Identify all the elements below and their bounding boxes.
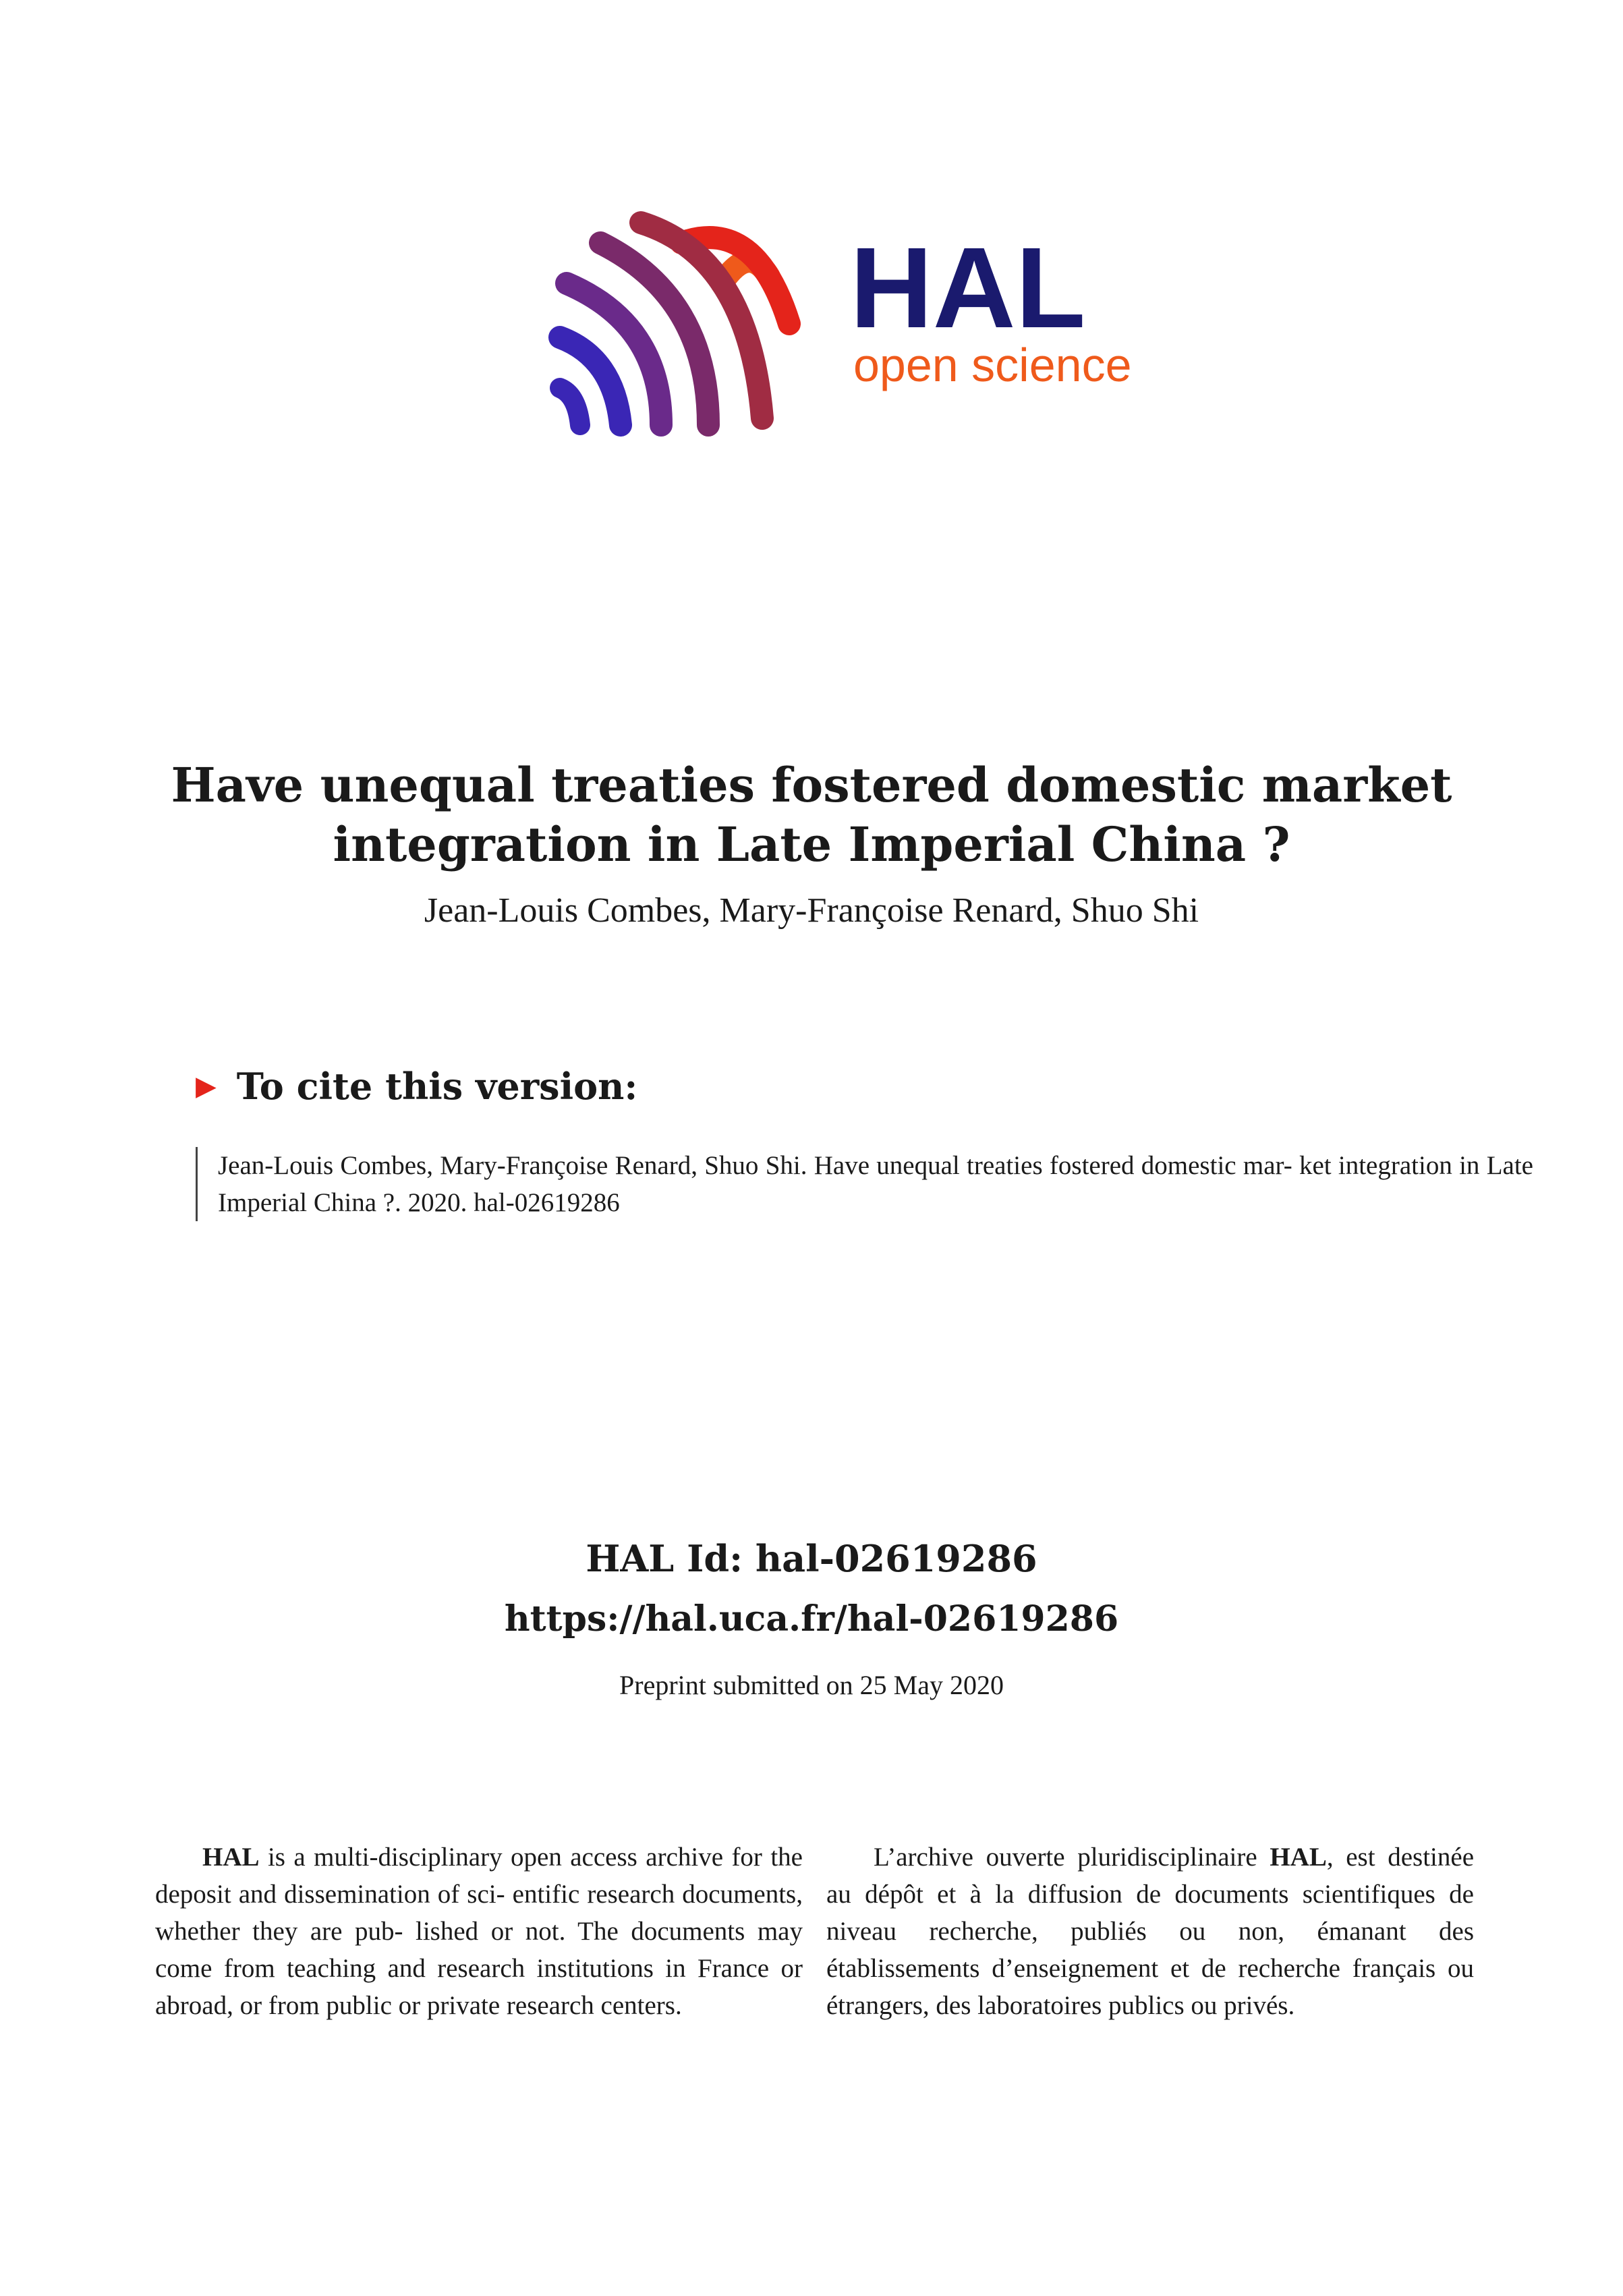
hal-logo-wordmark: HAL	[850, 224, 1086, 352]
cite-heading	[196, 1063, 637, 1110]
hal-logo	[546, 202, 1221, 445]
triangle-right-icon: ▶	[196, 1070, 217, 1102]
footer-english-paragraph	[155, 1839, 803, 2024]
hal-url-link[interactable]: https://hal.uca.fr/hal-02619286	[504, 1598, 1119, 1640]
hal-logo-tagline: open science	[853, 339, 1132, 391]
footer-french-text: , est destinée au dépôt et à la diffusion de documents scientifiques de niveau recherche, publiés ou non, émanant des établissements d’enseignement et de recherche français ou étrangers, des laboratoires publics ou privés.	[826, 1843, 1475, 2020]
footer-french-hal: HAL	[1270, 1843, 1327, 1872]
paper-title-line-1: Have unequal treaties fostered domestic market	[171, 757, 1452, 813]
footer-french	[826, 1839, 1474, 2024]
hal-logo-mark-icon	[560, 223, 789, 425]
hal-id: HAL Id: hal-02619286	[586, 1537, 1037, 1580]
paper-title-line-2: integration in Late Imperial China ?	[333, 816, 1290, 872]
citation-text: Jean-Louis Combes, Mary-Françoise Renard, Shuo Shi. Have unequal treaties fostered domestic mar- ket integration in Late Imperial China ?. 2020. hal-02619286	[196, 1147, 1533, 1221]
submission-date: Preprint submitted on 25 May 2020	[619, 1670, 1004, 1700]
cite-heading-text: To cite this version:	[236, 1065, 638, 1108]
footer-french-prefix: L’archive ouverte pluridisciplinaire	[874, 1843, 1270, 1872]
footer-french-paragraph	[826, 1839, 1474, 2024]
footer-english-text: is a multi-disciplinary open access archive for the deposit and dissemination of sci- entific research documents, whether they are pub- lished or not. The documents may come from teaching and research institutions in France or abroad, or from public or private research centers.	[155, 1843, 803, 2020]
footer-english	[155, 1839, 803, 2024]
paper-title	[135, 756, 1488, 874]
footer-english-hal: HAL	[202, 1843, 260, 1872]
paper-authors: Jean-Louis Combes, Mary-Françoise Renard, Shuo Shi	[424, 891, 1199, 930]
